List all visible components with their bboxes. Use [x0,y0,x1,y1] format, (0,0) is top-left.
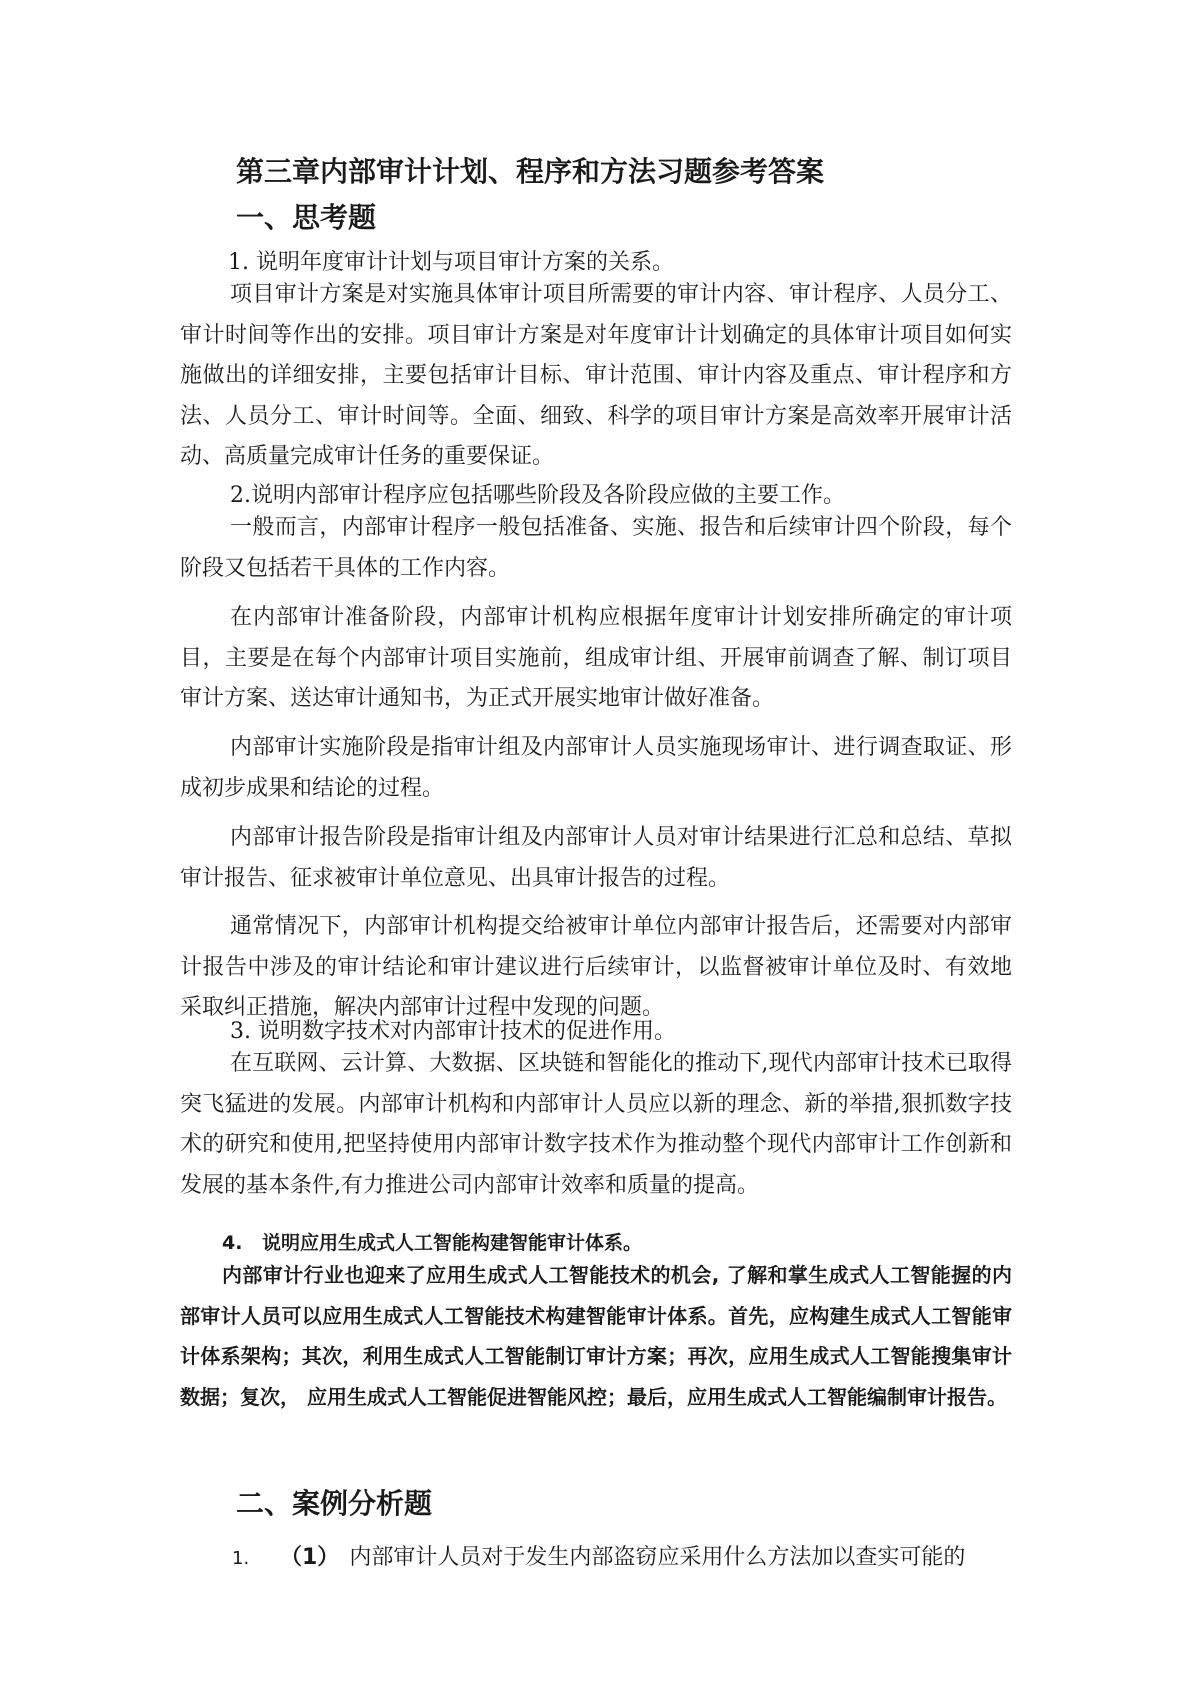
case-1-number: 1. [232,1548,250,1569]
answer-2-paragraph-5: 通常情况下，内部审计机构提交给被审计单位内部审计报告后，还需要对内部审计报告中涉及的审计结论和审计建议进行后续审计，以监督被审计单位及时、有效地采取纠正措施，解决内部审计过程中发现的问题。 [180,914,1012,1020]
question-3: 3. 说明数字技术对内部审计技术的促进作用。 [230,1019,676,1044]
case-1-line [232,1540,965,1571]
answer-1: 项目审计方案是对实施具体审计项目所需要的审计内容、审计程序、人员分工、审计时间等作出的安排。项目审计方案是对年度审计计划确定的具体审计项目如何实施做出的详细安排，主要包括审计目标、审计范围、审计内容及重点、审计程序和方法、人员分工、审计时间等。全面、细致、科学的项目审计方案是高效率开展审计活动、高质量完成审计任务的重要保证。 [180,282,1012,469]
case-1-text: 内部审计人员对于发生内部盗窃应采用什么方法加以查实可能的 [349,1545,966,1570]
answer-2-paragraph-1: 一般而言，内部审计程序一般包括准备、实施、报告和后续审计四个阶段，每个阶段又包括若干具体的工作内容。 [180,515,1012,581]
answer-3: 在互联网、云计算、大数据、区块链和智能化的推动下,现代内部审计技术已取得突飞猛进的发展。内部审计机构和内部审计人员应以新的理念、新的举措,狠抓数字技术的研究和使用,把坚持使用内部审计数字技术作为推动整个现代内部审计工作创新和发展的基本条件,有力推进公司内部审计效率和质量的提高。 [180,1051,1012,1198]
question-4-text: 说明应用生成式人工智能构建智能审计体系。 [262,1232,643,1254]
answer-2-paragraph-4: 内部审计报告阶段是指审计组及内部审计人员对审计结果进行汇总和总结、草拟审计报告、征求被审计单位意见、出具审计报告的过程。 [180,825,1012,891]
answer-4: 内部审计行业也迎来了应用生成式人工智能技术的机会, 了解和掌生成式人工智能握的内部审计人员可以应用生成式人工智能技术构建智能审计体系。首先，应构建生成式人工智能审计体系架构；其次，利用生成式人工智能制订审计方案；再次，应用生成式人工智能搜集审计数据；复次， 应用生成式人工智能促进智能风控；最后，应用生成式人工智能编制审计报告。 [180,1263,1012,1409]
answer-2-paragraph-2: 在内部审计准备阶段，内部审计机构应根据年度审计计划安排所确定的审计项目，主要是在每个内部审计项目实施前，组成审计组、开展审前调查了解、制订项目审计方案、送达审计通知书，为正式开展实地审计做好准备。 [180,605,1012,711]
question-4-number: 4. [222,1232,243,1254]
question-1: 1. 说明年度审计计划与项目审计方案的关系。 [228,250,674,275]
question-2: 2.说明内部审计程序应包括哪些阶段及各阶段应做的主要工作。 [230,483,845,508]
case-1-subnumber: （1） [280,1545,340,1570]
section-heading-case-analysis: 二、案例分析题 [236,1487,433,1520]
section-heading-thinking-questions: 一、思考题 [236,201,377,234]
page-title: 第三章内部审计计划、程序和方法习题参考答案 [236,155,825,188]
answer-2-paragraph-3: 内部审计实施阶段是指审计组及内部审计人员实施现场审计、进行调查取证、形成初步成果和结论的过程。 [180,735,1012,801]
question-4 [222,1228,642,1255]
